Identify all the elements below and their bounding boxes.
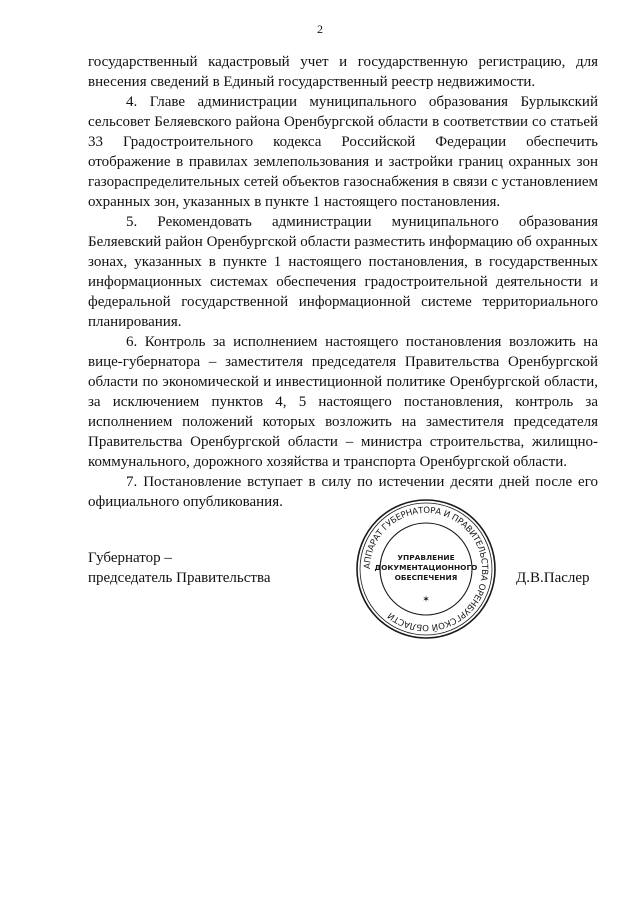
seal-center-line3: ОБЕСПЕЧЕНИЯ [394,573,458,582]
paragraph-item-6: 6. Контроль за исполнением настоящего постановления возложить на вице-губернатора – заместителя председателя Правительства Оренбургской области по экономической и инвестиционной политике Оренбургской области, за исключением пунктов 4, 5 настоящего постановления, контроль за исполнением положений которых возложить на заместителя председателя Правительства Оренбургской области – министра строительства, жилищно-коммунального, дорожного хозяйства и транспорта Оренбургской области. [88,334,598,470]
seal-center-line2: ДОКУМЕНТАЦИОННОГО [374,563,478,572]
paragraph-continuation: государственный кадастровый учет и государственную регистрацию, для внесения сведений в Единый государственный реестр недвижимости. [88,54,598,90]
document-body [88,52,598,512]
signatory-position-line2: председатель Правительства [88,570,271,586]
paragraph-item-5: 5. Рекомендовать администрации муниципального образования Беляевский район Оренбургской области разместить информацию об охранных зонах, указанных в пункте 1 настоящего постановления, в государственных информационных системах обеспечения градостроительной деятельности и федеральной государственной информационной системе территориального планирования. [88,214,598,330]
official-seal [355,498,497,640]
signatory-position [88,548,348,588]
signatory-name: Д.В.Паслер [516,570,590,586]
seal-star-icon: ✶ [422,595,430,605]
paragraph-item-4: 4. Главе администрации муниципального образования Бурлыкский сельсовет Беляевского района Оренбургской области в соответствии со статьей 33 Градостроительного кодекса Российской Федерации обеспечить отображение в правилах землепользования и застройки границ охранных зон газораспределительных сетей объектов газоснабжения в связи с установлением охранных зон, указанных в пункте 1 настоящего постановления. [88,94,598,210]
signatory-position-line1: Губернатор – [88,550,172,566]
seal-center-line1: УПРАВЛЕНИЕ [397,553,455,562]
page-number: 2 [317,22,323,36]
paragraph-item-7: 7. Постановление вступает в силу по истечении десяти дней после его официального опубликования. [88,474,598,510]
seal-ring-text: АППАРАТ ГУБЕРНАТОРА И ПРАВИТЕЛЬСТВА ОРЕНБУРГСКОЙ ОБЛАСТИ [362,505,490,633]
seal-graphic [355,498,497,640]
